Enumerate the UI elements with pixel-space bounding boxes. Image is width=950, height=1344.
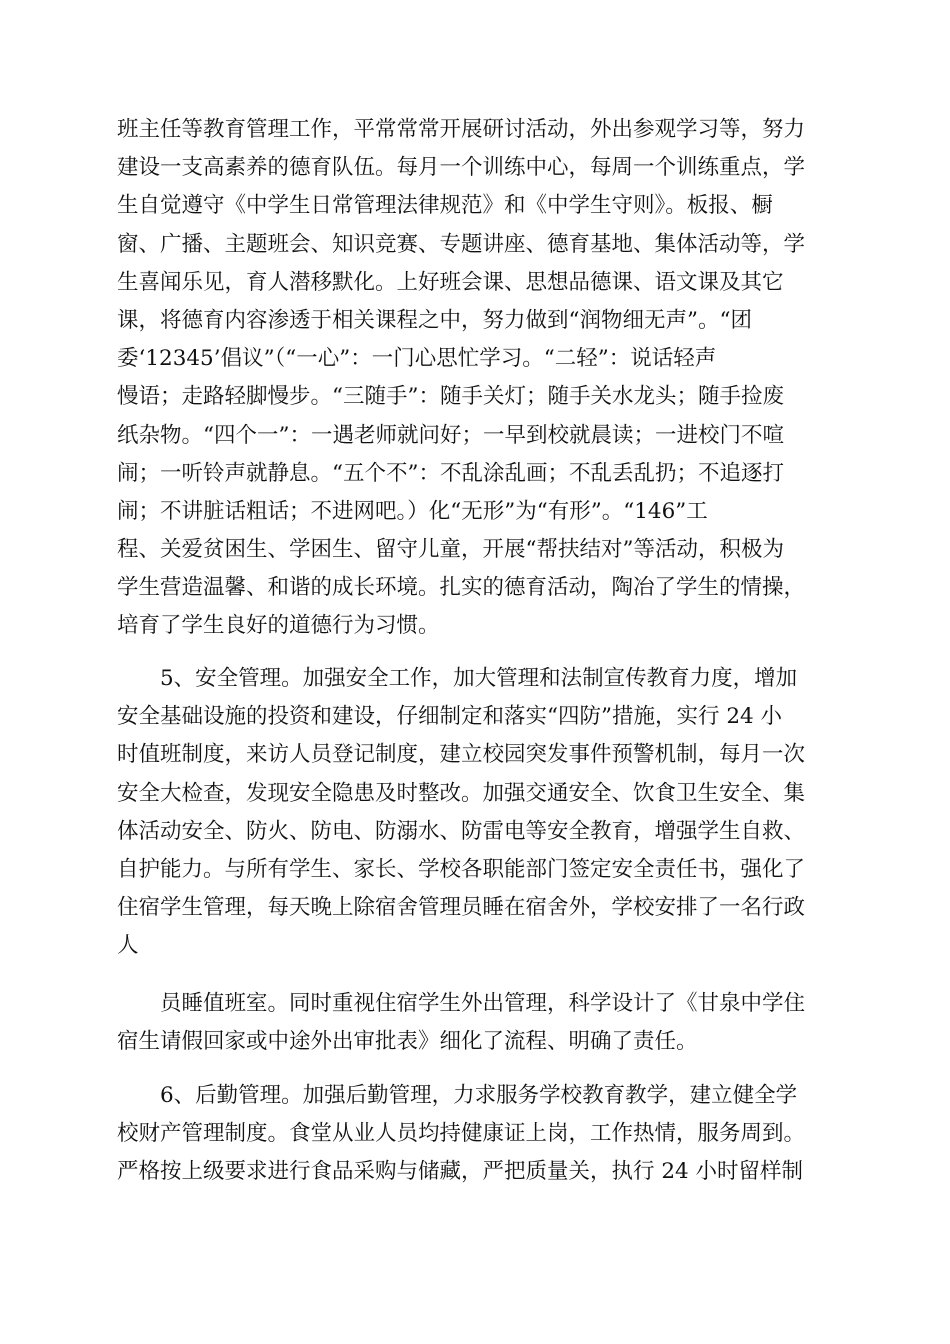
- text-line: 慢语；走路轻脚慢步。“三随手”：随手关灯；随手关水龙头；随手捡废: [117, 384, 784, 410]
- text-line: 校财产管理制度。食堂从业人员均持健康证上岗，工作热情，服务周到。: [117, 1121, 806, 1147]
- text-line: 课，将德育内容渗透于相关课程之中，努力做到“润物细无声”。“团: [117, 307, 752, 333]
- paragraph-safety-management: [117, 660, 837, 966]
- text-line: 安全基础设施的投资和建设，仔细制定和落实“四防”措施，实行 24 小: [117, 704, 783, 730]
- text-line: 6、后勤管理。加强后勤管理，力求服务学校教育教学，建立健全学: [117, 1083, 798, 1108]
- text-line: 生喜闻乐见，育人潜移默化。上好班会课、思想品德课、语文课及其它: [117, 269, 784, 295]
- text-line: 住宿学生管理，每天晚上除宿舍管理员睡在宿舍外，学校安排了一名行政: [117, 895, 806, 921]
- text-line: 宿生请假回家或中途外出审批表》细化了流程、明确了责任。: [117, 1029, 698, 1055]
- paragraph-moral-education: [117, 111, 837, 646]
- text-line: 班主任等教育管理工作，平常常常开展研讨活动，外出参观学习等，努力: [117, 117, 806, 142]
- text-line: 时值班制度，来访人员登记制度，建立校园突发事件预警机制，每月一次: [117, 742, 806, 768]
- text-line: 程、关爱贫困生、学困生、留守儿童，开展“帮扶结对”等活动，积极为: [117, 537, 784, 563]
- text-line: 体活动安全、防火、防电、防溺水、防雷电等安全教育，增强学生自救、: [117, 818, 806, 844]
- text-line: 闹；不讲脏话粗话；不进网吧。）化“无形”为“有形”。“146”工: [117, 498, 708, 524]
- text-line: 窗、广播、主题班会、知识竞赛、专题讲座、德育基地、集体活动等，学: [117, 231, 806, 257]
- text-line: 安全大检查，发现安全隐患及时整改。加强交通安全、饮食卫生安全、集: [117, 780, 806, 806]
- text-line: 学生营造温馨、和谐的成长环境。扎实的德育活动，陶冶了学生的情操，: [117, 575, 806, 601]
- text-line: 生自觉遵守《中学生日常管理法律规范》和《中学生守则》。板报、橱: [117, 193, 773, 219]
- text-line: 纸杂物。“四个一”：一遇老师就问好；一早到校就晨读；一进校门不喧: [117, 422, 784, 448]
- text-line: 自护能力。与所有学生、家长、学校各职能部门签定安全责任书，强化了: [117, 856, 806, 882]
- text-line: 建设一支高素养的德育队伍。每月一个训练中心，每周一个训练重点，学: [117, 155, 806, 181]
- text-line: 员睡值班室。同时重视住宿学生外出管理，科学设计了《甘泉中学住: [117, 991, 806, 1016]
- text-line: 闹；一听铃声就静息。“五个不”：不乱涂乱画；不乱丢乱扔；不追逐打: [117, 460, 784, 486]
- text-line: 委‘12345’倡议”（“一心”：一门心思忙学习。“二轻”：说话轻声: [117, 346, 717, 372]
- text-line: 人: [117, 933, 139, 959]
- text-line: 5、安全管理。加强安全工作，加大管理和法制宣传教育力度，增加: [117, 666, 798, 691]
- text-line: 培育了学生良好的道德行为习惯。: [117, 613, 440, 639]
- paragraph-dormitory-management: [117, 985, 837, 1061]
- text-line: 严格按上级要求进行食品采购与储藏，严把质量关，执行 24 小时留样制: [117, 1159, 804, 1185]
- paragraph-logistics-management: [117, 1077, 837, 1192]
